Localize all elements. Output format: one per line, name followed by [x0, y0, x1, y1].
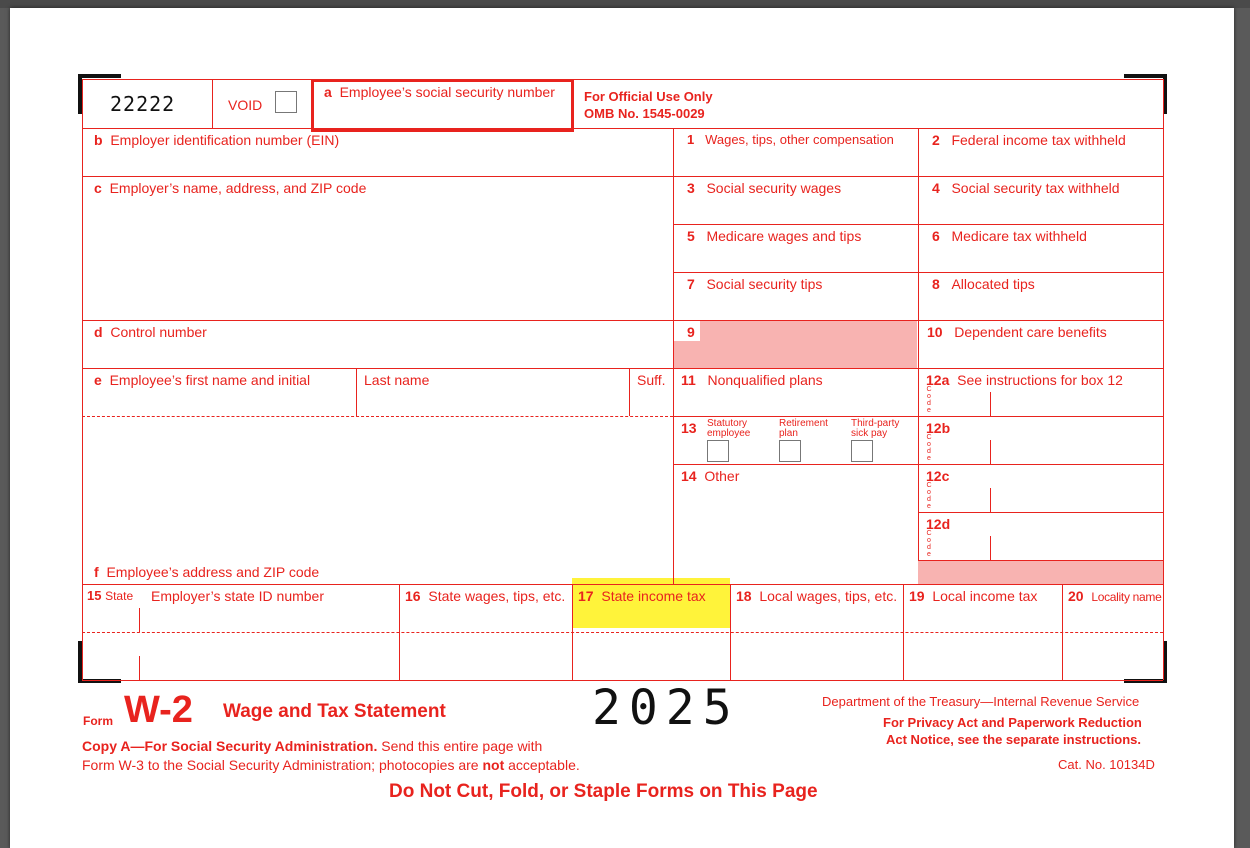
box-13-retirement-label — [779, 419, 828, 439]
rule — [918, 128, 919, 560]
box-14-text: Other — [704, 468, 740, 484]
box-14-num: 14 — [681, 468, 697, 484]
box-11[interactable] — [681, 372, 823, 388]
box-10[interactable] — [927, 324, 1107, 340]
box-10-num: 10 — [927, 324, 943, 340]
catalog-number: Cat. No. 10134D — [1058, 757, 1155, 772]
box-13-thirdparty-label — [851, 419, 899, 439]
code-divider — [990, 536, 991, 560]
rule — [673, 128, 674, 584]
void-checkbox[interactable] — [275, 91, 297, 113]
box-b-text: Employer identification number (EIN) — [110, 132, 340, 148]
tax-year: 2025 — [592, 680, 740, 736]
privacy-notice-line1: For Privacy Act and Paperwork Reduction — [883, 715, 1142, 730]
rule — [918, 512, 1163, 513]
privacy-notice-line2: Act Notice, see the separate instructions. — [886, 732, 1142, 747]
dashed-rule — [82, 632, 1163, 633]
box-12b-code-label: Code — [926, 434, 932, 462]
code-divider — [990, 440, 991, 464]
code-divider — [990, 488, 991, 512]
box-7[interactable] — [687, 276, 822, 292]
box-17-text: State income tax — [601, 588, 706, 604]
rule — [82, 368, 1163, 369]
box-4[interactable] — [932, 180, 1120, 196]
crop-mark-top-left — [78, 74, 121, 78]
box-a-text: Employee’s social security number — [339, 84, 555, 100]
rule — [82, 128, 1163, 129]
copy-a-line1 — [82, 738, 542, 754]
box-c-text: Employer’s name, address, and ZIP code — [109, 180, 367, 196]
box-11-num: 11 — [681, 372, 696, 388]
box-14[interactable] — [681, 468, 739, 484]
rule — [139, 608, 140, 632]
box-17[interactable] — [578, 588, 706, 604]
box-11-text: Nonqualified plans — [707, 372, 823, 388]
box-7-text: Social security tips — [706, 276, 823, 292]
thirdparty-line2: sick pay — [851, 428, 888, 439]
box-e-last-name[interactable]: Last name — [364, 372, 430, 388]
rule — [1062, 584, 1063, 680]
rule — [918, 560, 1163, 561]
code-divider — [990, 392, 991, 416]
third-party-sick-pay-checkbox[interactable] — [851, 440, 873, 462]
box-c-letter: c — [94, 180, 102, 196]
department-line: Department of the Treasury—Internal Revenue Service — [822, 694, 1140, 709]
box-1-num: 1 — [687, 132, 695, 147]
thirdparty-line1: Third-party — [851, 418, 900, 429]
box-d-text: Control number — [110, 324, 207, 340]
rule — [399, 584, 400, 680]
box-8[interactable] — [932, 276, 1035, 292]
box-15[interactable] — [87, 588, 133, 604]
rule — [82, 584, 1163, 585]
box-8-text: Allocated tips — [951, 276, 1035, 292]
box-12a-code-label: Code — [926, 386, 932, 414]
box-12d[interactable]: 12d — [926, 516, 951, 532]
box-12a-num: 12a — [926, 372, 950, 388]
form-border-top — [82, 79, 1163, 80]
box-2-num: 2 — [932, 132, 940, 148]
box-18-text: Local wages, tips, etc. — [759, 588, 898, 604]
box-d-label[interactable] — [94, 324, 207, 340]
box-18[interactable] — [736, 588, 897, 604]
box-17-num: 17 — [578, 588, 594, 604]
box-3-text: Social security wages — [706, 180, 842, 196]
box-13-statutory-label — [707, 419, 750, 439]
box-5-text: Medicare wages and tips — [706, 228, 862, 244]
box-6[interactable] — [932, 228, 1087, 244]
statutory-line2: employee — [707, 428, 751, 439]
box-15-employer-state-id[interactable]: Employer’s state ID number — [151, 588, 324, 604]
box-c-label[interactable] — [94, 180, 366, 196]
box-5-num: 5 — [687, 228, 695, 244]
rule — [356, 368, 357, 416]
box-e-label[interactable] — [94, 372, 310, 388]
box-16-num: 16 — [405, 588, 421, 604]
box-16[interactable] — [405, 588, 565, 604]
box-b-label[interactable] — [94, 132, 339, 148]
statutory-employee-checkbox[interactable] — [707, 440, 729, 462]
box-12-bottom-shade — [918, 561, 1163, 584]
box-13-num: 13 — [681, 420, 697, 436]
box-1-text: Wages, tips, other compensation — [705, 132, 894, 147]
box-20-num: 20 — [1068, 588, 1084, 604]
box-18-num: 18 — [736, 588, 752, 604]
box-4-num: 4 — [932, 180, 940, 196]
box-4-text: Social security tax withheld — [951, 180, 1120, 196]
copy-line2-not: not — [482, 757, 505, 773]
box-19-num: 19 — [909, 588, 925, 604]
copy-a-rest: Send this entire page with — [377, 738, 543, 754]
box-20-text: Locality name — [1091, 590, 1162, 604]
official-use-line1: For Official Use Only — [584, 89, 713, 104]
rule — [82, 320, 1163, 321]
box-b-letter: b — [94, 132, 103, 148]
box-12a-text: See instructions for box 12 — [957, 372, 1123, 388]
retirement-line1: Retirement — [779, 418, 828, 429]
form-title: Wage and Tax Statement — [223, 701, 446, 722]
box-3-num: 3 — [687, 180, 695, 196]
box-f-label[interactable] — [94, 564, 319, 580]
box-6-text: Medicare tax withheld — [951, 228, 1087, 244]
box-3[interactable] — [687, 180, 841, 196]
rule — [730, 584, 731, 680]
box-5[interactable] — [687, 228, 861, 244]
box-16-text: State wages, tips, etc. — [428, 588, 566, 604]
official-use-line2: OMB No. 1545-0029 — [584, 106, 705, 121]
form-word: Form — [83, 714, 113, 728]
box-12b[interactable]: 12b — [926, 420, 951, 436]
box-f-letter: f — [94, 564, 99, 580]
box-12a[interactable] — [926, 372, 1123, 388]
box-9-shade — [673, 321, 917, 368]
box-f-text: Employee’s address and ZIP code — [106, 564, 320, 580]
copy-a-bold: Copy A—For Social Security Administration. — [82, 738, 378, 754]
box-1[interactable] — [687, 132, 894, 148]
viewer-top-bar — [0, 0, 1250, 8]
box-10-text: Dependent care benefits — [954, 324, 1107, 340]
box-8-num: 8 — [932, 276, 940, 292]
form-name: W-2 — [124, 689, 193, 731]
box-7-num: 7 — [687, 276, 695, 292]
box-e-letter: e — [94, 372, 102, 388]
handling-warning: Do Not Cut, Fold, or Staple Forms on This Page — [389, 781, 818, 802]
dashed-rule — [82, 416, 673, 417]
box-19[interactable] — [909, 588, 1037, 604]
form-border-left — [82, 79, 83, 680]
box-6-num: 6 — [932, 228, 940, 244]
void-label: VOID — [228, 97, 263, 113]
box-a-label — [324, 84, 555, 100]
box-19-text: Local income tax — [932, 588, 1038, 604]
box-15-state: State — [105, 589, 134, 603]
box-e-suffix[interactable]: Suff. — [637, 372, 666, 388]
box-d-letter: d — [94, 324, 103, 340]
box-e-text: Employee’s first name and initial — [109, 372, 311, 388]
rule — [572, 584, 573, 680]
box-15-num: 15 — [87, 588, 102, 603]
form-code: 22222 — [110, 92, 176, 116]
box-20[interactable] — [1068, 588, 1162, 605]
box-12c[interactable]: 12c — [926, 468, 950, 484]
rule — [82, 176, 1163, 177]
rule — [212, 79, 213, 128]
crop-mark-top-right — [1124, 74, 1167, 78]
form-border-right — [1163, 79, 1164, 680]
retirement-line2: plan — [779, 428, 798, 439]
box-12d-code-label: Code — [926, 530, 932, 558]
box-a-letter: a — [324, 84, 332, 100]
box-12c-code-label: Code — [926, 482, 932, 510]
box-2-text: Federal income tax withheld — [951, 132, 1126, 148]
box-2[interactable] — [932, 132, 1126, 148]
statutory-line1: Statutory — [707, 418, 748, 429]
copy-line2-b: acceptable. — [504, 757, 580, 773]
retirement-plan-checkbox[interactable] — [779, 440, 801, 462]
rule — [903, 584, 904, 680]
rule — [139, 656, 140, 680]
box-9[interactable]: 9 — [687, 324, 695, 340]
copy-a-line2 — [82, 757, 580, 773]
copy-line2-a: Form W-3 to the Social Security Administration; photocopies are — [82, 757, 483, 773]
rule — [629, 368, 630, 416]
